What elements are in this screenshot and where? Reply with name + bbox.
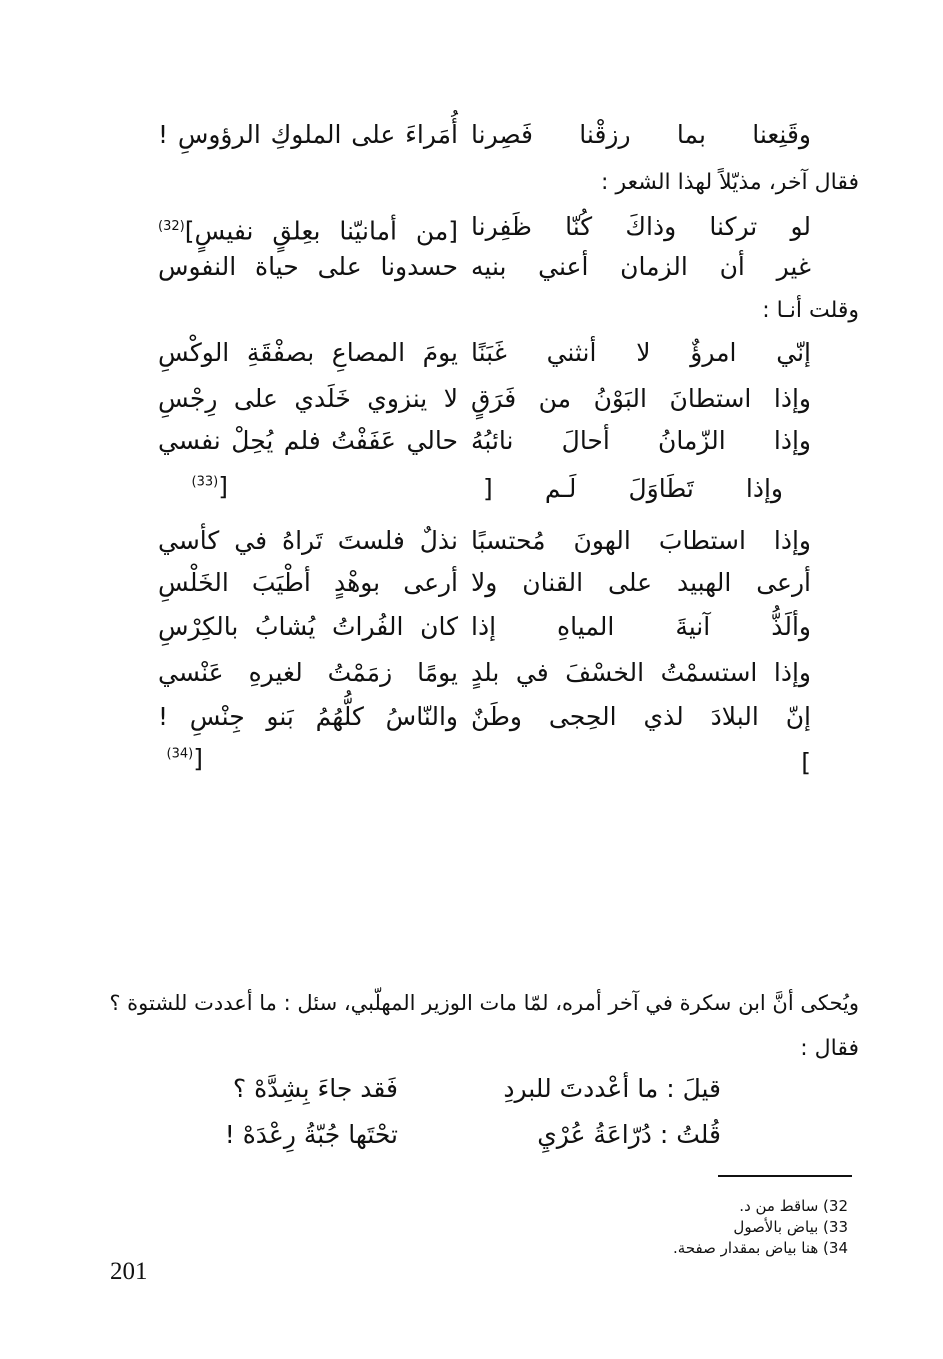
verse-hemistich: والنّاسُ كلُّهُمُ بَنو جِنْسِ ! [158, 702, 458, 731]
verse-hemistich: إنّي امرؤٌ لا أنثني غَبَنًا [471, 338, 811, 367]
footnote: 34) هنا بياض بمقدار صفحة. [673, 1239, 848, 1257]
footnote: 33) بياض بالأصول [733, 1218, 848, 1236]
verse-hemistich: وإذا استطابَ الهونَ مُحتسبًا [471, 526, 811, 555]
footnote-ref: (34) [166, 746, 194, 762]
prose-line: وقلت أنـا : [762, 298, 859, 323]
verse-hemistich: حالي عَفَفْتُ فلم يُحِلْ نفسي [158, 426, 458, 455]
verse-hemistich: نذلٌ فلستَ تَراهُ في كأسي [158, 526, 458, 555]
verse-hemistich: تحْتَها جُبّةُ رِعْدَهْ ! [224, 1120, 398, 1149]
verse-hemistich: وإذا الزّمانُ أحالَ نائبُهُ [471, 426, 811, 455]
prose-line: فقال آخر، مذيّلاً لهذا الشعر : [601, 170, 859, 195]
lacuna-bracket: ] [801, 748, 811, 777]
verse-hemistich: أرعى بوهْدٍ أطْيَبَ الخَلْسِ [158, 568, 458, 597]
verse-hemistich: وإذا استطانَ البَوْنُ من فَرَقٍ [471, 384, 811, 413]
verse-hemistich: وإذا تَطَاوَلَ لَـم [ [483, 474, 783, 503]
bracket-mark: [ [218, 472, 228, 501]
footnote: 32) ساقط من د. [739, 1197, 848, 1215]
verse-hemistich: وألَذُّ آنيةَ المياهِ إذا [471, 612, 811, 641]
verse-hemistich: قيلَ : ما أعْددتَ للبردِ [503, 1074, 721, 1103]
footnotes [673, 1196, 848, 1259]
lacuna-bracket [192, 472, 228, 501]
verse-hemistich: حسدونا على حياة النفوس [158, 252, 458, 281]
verse-hemistich: غير أن الزمان أعني بنيه [471, 252, 811, 281]
verse-hemistich: فَقد جاءَ بِشِدَّهْ ؟ [232, 1074, 398, 1103]
prose-line: فقال : [800, 1036, 859, 1061]
verse-text: [من أمانيّنا بعِلقٍ نفيسٍ] [184, 216, 458, 246]
verse-hemistich [158, 210, 458, 248]
verse-hemistich: قُلتُ : دُرّاعَةُ عُرْيِ [537, 1120, 721, 1149]
verse-hemistich: أُمَراءَ على الملوكِ الرؤوسِ ! [158, 120, 458, 149]
footnote-ref: (33) [191, 474, 219, 490]
verse-hemistich: وقَنِعنا بما رزقْنا فَصِرنا [471, 120, 811, 149]
verse-hemistich: لو تركنا وذاكَ كُنّا ظَفِرنا [471, 212, 811, 241]
footnote-separator [718, 1175, 852, 1177]
footnote-ref: (32) [158, 219, 185, 234]
verse-hemistich: إنّ البلادَ لذي الحِجى وطَنٌ [471, 702, 811, 731]
bracket-mark: [ [193, 744, 203, 773]
verse-hemistich: كان الفُراتُ يُشابُ بالكِرْسِ [158, 612, 458, 641]
page-number: 201 [110, 1258, 148, 1285]
verse-hemistich: يومًا زمَمْتُ لغيرهِ عَنْسي [158, 658, 458, 687]
prose-line: ويُحكى أنَّ ابن سكرة في آخر أمره، لمّا مات الوزير المهلّبي، سئل : ما أعددت للشتوة ؟ [109, 991, 859, 1015]
verse-hemistich: لا ينزوي خَلَدي على رِجْسِ [158, 384, 458, 413]
lacuna-bracket [167, 744, 203, 773]
verse-hemistich: وإذا استسمْتُ الخسْفَ في بلدٍ [471, 658, 811, 687]
verse-hemistich: يومَ المصاعِ بصفْقَةِ الوكْسِ [158, 338, 458, 367]
verse-hemistich: أرعى الهبيد على القنان ولا [471, 568, 811, 597]
